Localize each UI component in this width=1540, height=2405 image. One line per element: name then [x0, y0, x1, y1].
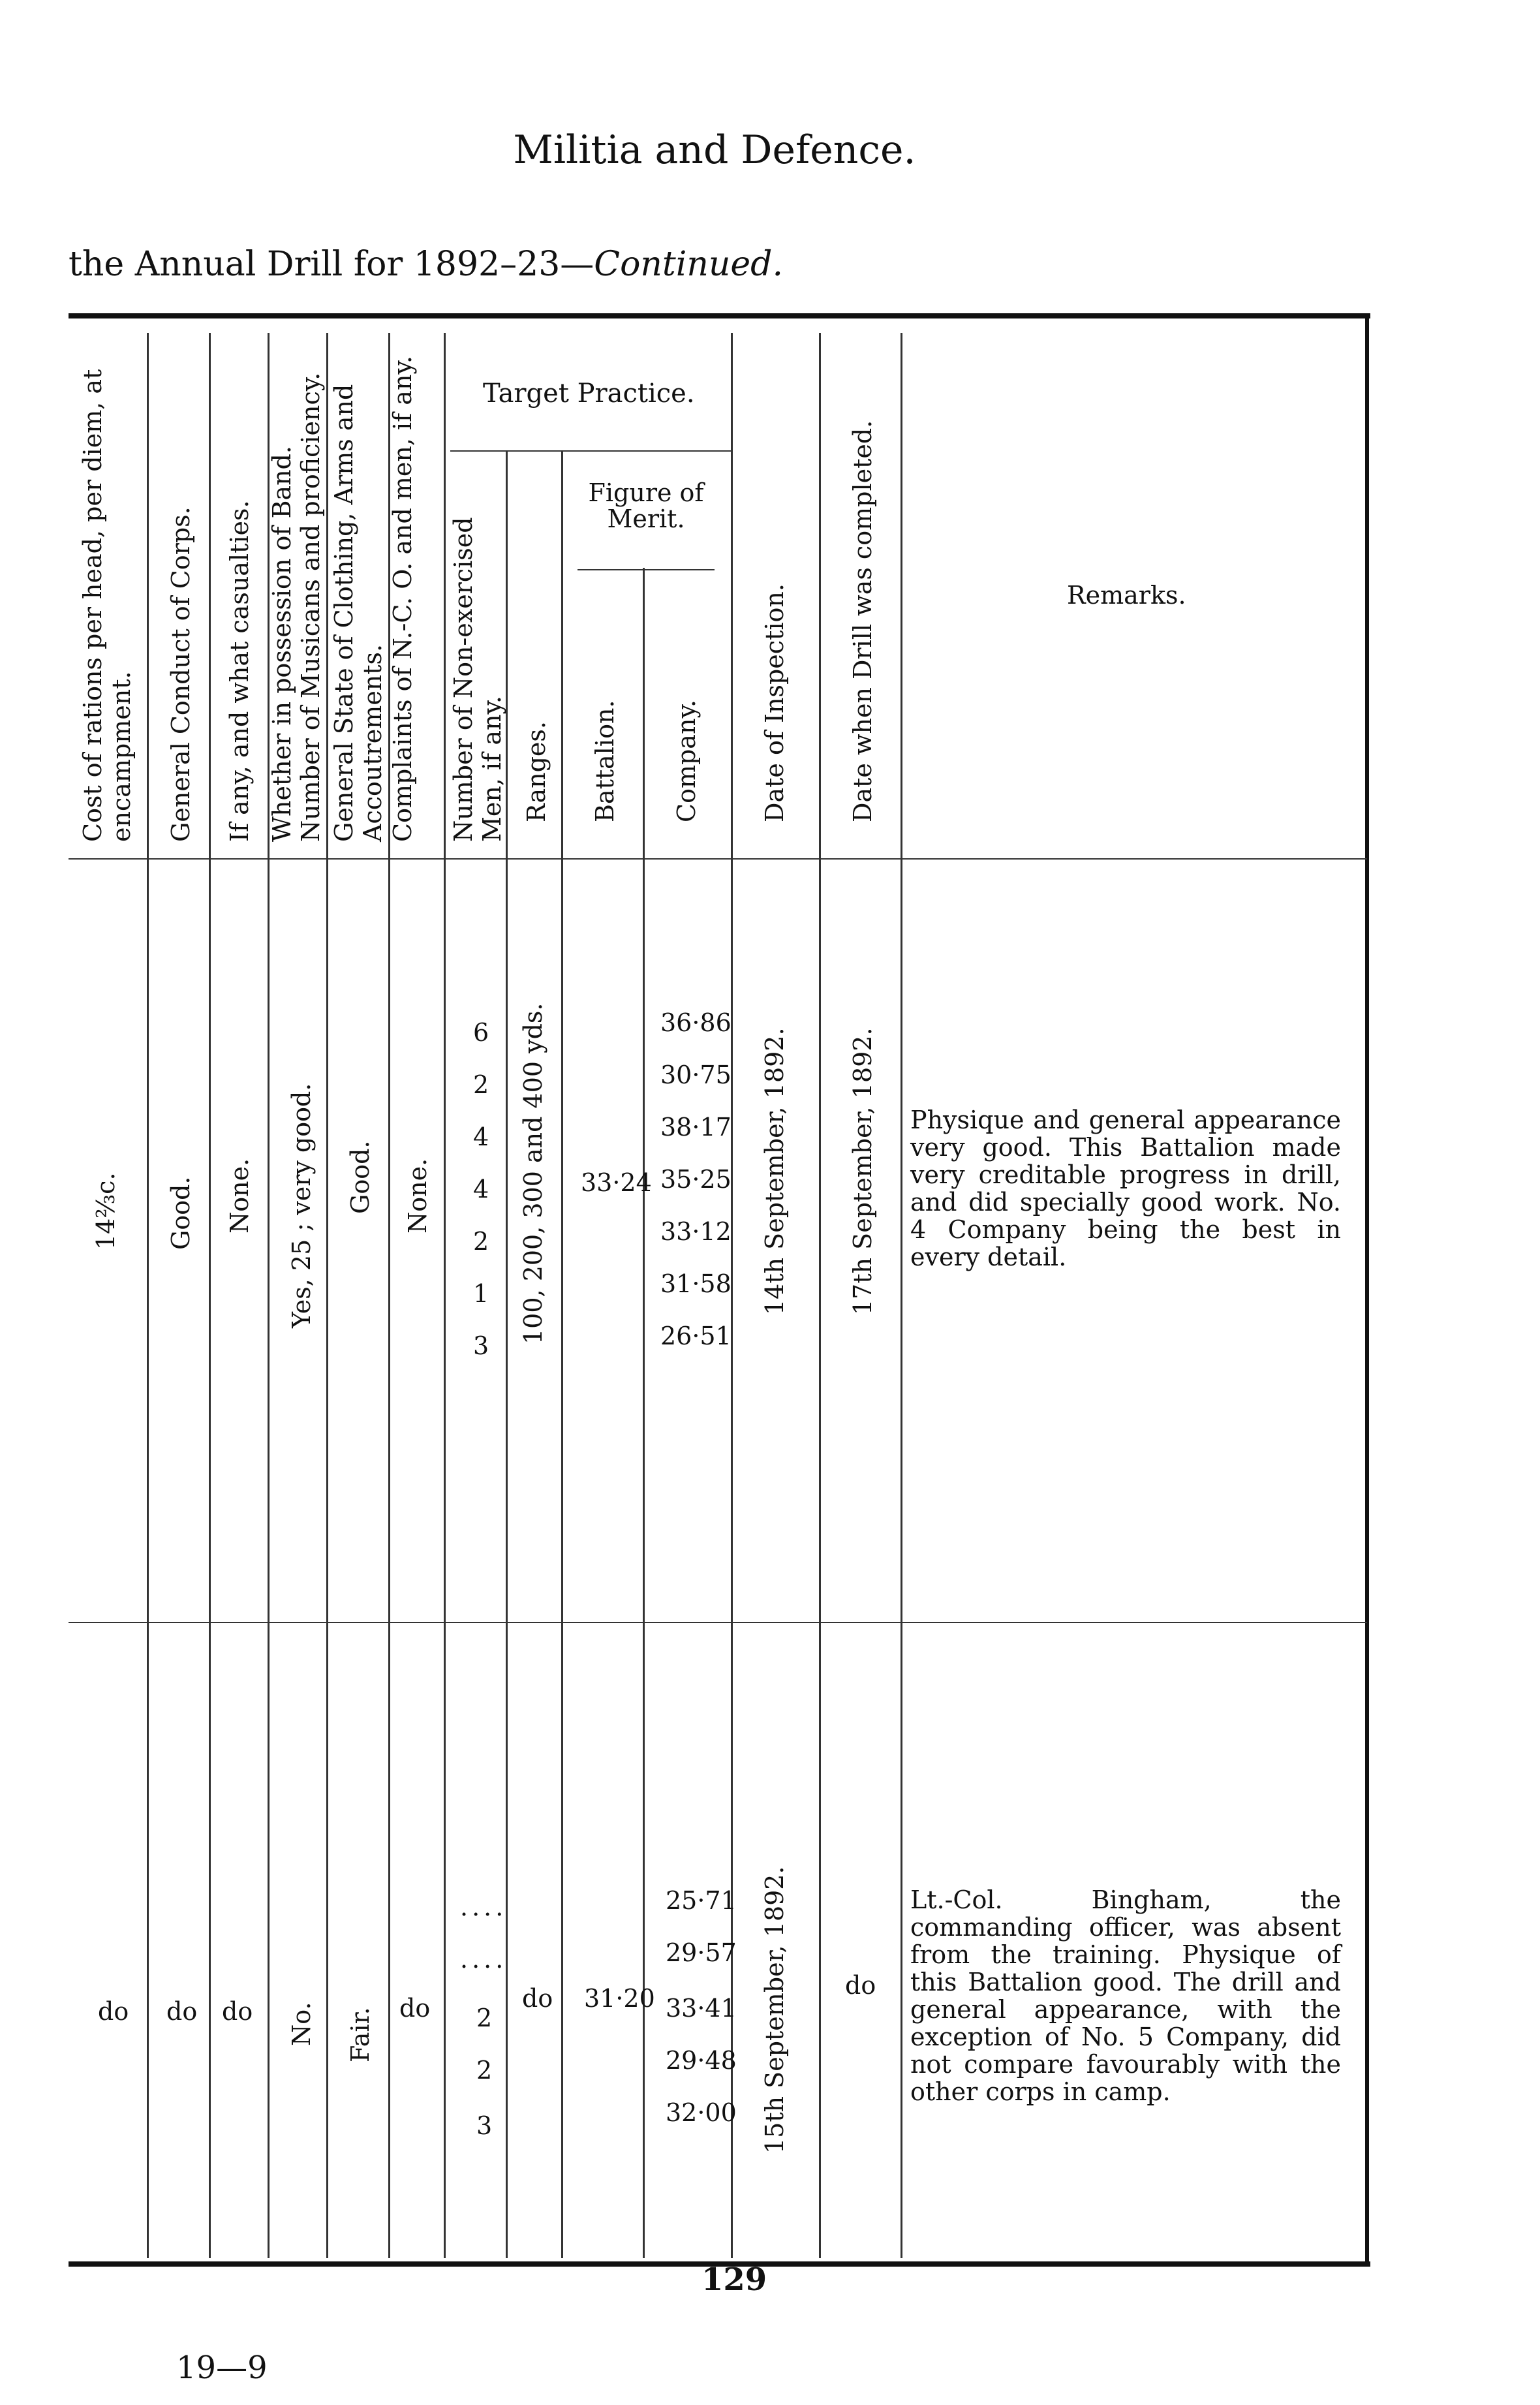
row2-conduct: do [166, 1997, 198, 2026]
col-line [444, 333, 446, 2258]
row2-company: 33·41 [666, 1994, 737, 2023]
printer-signature: 19—9 [176, 2350, 268, 2386]
row2-ranges: do [522, 1984, 553, 2013]
page-number: 129 [701, 2261, 767, 2298]
header-casualties: If any, and what casualties. [225, 500, 254, 842]
header-complaints: Complaints of N.-C. O. and men, if any. [388, 356, 417, 842]
header-completed: Date when Drill was completed. [848, 420, 877, 822]
caption-continued: Continued. [594, 245, 783, 284]
header-company: Company. [672, 700, 701, 822]
row2-complaints: do [399, 1994, 431, 2023]
row1-nonexercised: 4 [473, 1123, 489, 1151]
row1-company: 36·86 [660, 1008, 732, 1037]
row2-completed: do [845, 1971, 876, 2000]
header-target-practice: Target Practice. [483, 379, 695, 409]
header-nonexercised: Number of Non-exercised Men, if any. [449, 517, 506, 842]
row2-band: No. [287, 2002, 316, 2046]
page-title: Militia and Defence. [513, 127, 916, 173]
row2-company: 29·48 [666, 2046, 737, 2075]
header-ranges: Ranges. [522, 721, 551, 822]
row1-casualties: None. [225, 1158, 254, 1234]
row1-nonexercised: 3 [473, 1331, 489, 1360]
header-inspection: Date of Inspection. [760, 583, 789, 822]
row2-clothing: Fair. [346, 2007, 375, 2062]
row1-company: 26·51 [660, 1322, 732, 1350]
row1-ranges: 100, 200, 300 and 400 yds. [519, 1002, 547, 1344]
row1-company: 38·17 [660, 1113, 732, 1141]
row1-clothing: Good. [346, 1140, 375, 1214]
row2-company: 32·00 [666, 2098, 737, 2127]
row1-nonexercised: 4 [473, 1175, 489, 1203]
row2-company: 29·57 [666, 1938, 737, 1967]
row1-company: 30·75 [660, 1061, 732, 1089]
header-cost: Cost of rations per head, per diem, at encampment. [78, 369, 136, 842]
header-battalion: Battalion. [591, 700, 619, 822]
col-line [901, 333, 902, 2258]
row2-nonexercised: .... [460, 1893, 508, 1921]
col-line [209, 333, 211, 2258]
row1-nonexercised: 2 [473, 1227, 489, 1256]
row1-complaints: None. [403, 1158, 432, 1234]
header-clothing: General State of Clothing, Arms and Accoutrements. [330, 384, 387, 842]
row1-company: 33·12 [660, 1217, 732, 1246]
row1-battalion: 33·24 [581, 1168, 652, 1197]
row1-company: 35·25 [660, 1165, 732, 1194]
col-line [561, 450, 563, 2258]
table-top-rule [69, 313, 1370, 318]
header-figure-of-merit: Figure of Merit. [588, 478, 704, 533]
table-caption [69, 245, 783, 284]
row2-nonexercised: 2 [476, 2056, 493, 2085]
row2-cost: do [98, 1997, 129, 2026]
col-line [147, 333, 149, 2258]
col-line [326, 333, 328, 2258]
header-band: Whether in possession of Band. Number of Musicans and proficiency. [268, 372, 325, 842]
row1-company: 31·58 [660, 1269, 732, 1298]
row2-inspection: 15th September, 1892. [760, 1866, 789, 2154]
header-remarks: Remarks. [1067, 581, 1186, 610]
row2-battalion: 31·20 [584, 1984, 655, 2013]
row1-cost: 14⅔c. [91, 1172, 120, 1250]
figure-of-merit-underline [578, 569, 715, 570]
caption-main: the Annual Drill for 1892–23— [69, 245, 594, 284]
row2-remarks: Lt.-Col. Bingham, the commanding officer, was absent from the training. Physique of this Battalion good. The drill and general appearance, with the exception of No. 5 Company, did not compare favourably with the other corps in camp. [910, 1885, 1341, 2106]
header-conduct: General Conduct of Corps. [166, 506, 195, 842]
row1-conduct: Good. [166, 1176, 195, 1250]
row2-nonexercised: 2 [476, 2004, 493, 2032]
row1-completed: 17th September, 1892. [848, 1027, 877, 1315]
row-separator [69, 1622, 1367, 1623]
row1-nonexercised: 6 [473, 1018, 489, 1047]
row1-inspection: 14th September, 1892. [760, 1027, 789, 1315]
row1-nonexercised: 2 [473, 1070, 489, 1099]
row1-band: Yes, 25 ; very good. [287, 1083, 316, 1328]
target-practice-underline [450, 450, 731, 452]
row2-nonexercised: 3 [476, 2111, 493, 2140]
table-right-rule [1365, 313, 1369, 2267]
row1-nonexercised: 1 [473, 1279, 489, 1308]
row1-remarks: Physique and general appearance very good. This Battalion made very creditable progress in drill, and did specially good work. No. 4 Company being the best in every detail. [910, 1106, 1341, 1271]
row2-company: 25·71 [666, 1886, 737, 1915]
row2-casualties: do [222, 1997, 253, 2026]
header-separator [69, 858, 1367, 860]
col-line [819, 333, 821, 2258]
row2-nonexercised: .... [460, 1945, 508, 1974]
